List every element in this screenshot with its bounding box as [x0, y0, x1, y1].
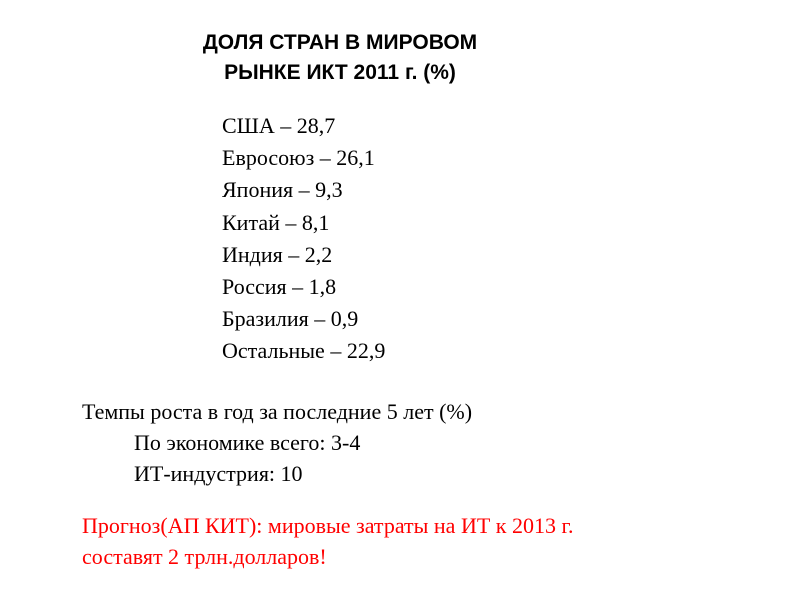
growth-heading: Темпы роста в год за последние 5 лет (%) — [82, 399, 473, 424]
list-item: Индия – 2,2 — [222, 241, 333, 267]
list-item: Остальные – 22,9 — [222, 338, 386, 364]
forecast-line-1: Прогноз(АП КИТ): мировые затраты на ИТ к 2013 г. — [82, 513, 574, 538]
list-item: Евросоюз – 26,1 — [222, 145, 375, 171]
title-line-2: РЫНКЕ ИКТ 2011 г. (%) — [224, 61, 456, 84]
list-item: Россия – 1,8 — [222, 274, 337, 300]
list-item: Бразилия – 0,9 — [222, 306, 359, 332]
list-item: Китай – 8,1 — [222, 209, 330, 235]
forecast-line-2: составят 2 трлн.долларов! — [82, 544, 327, 569]
growth-it-industry: ИТ-индустрия: 10 — [134, 461, 303, 486]
growth-economy: По экономике всего: 3-4 — [134, 430, 361, 455]
title-line-1: ДОЛЯ СТРАН В МИРОВОМ — [202, 31, 478, 54]
list-item: Япония – 9,3 — [222, 177, 343, 203]
growth-section — [82, 396, 472, 489]
slide-title — [140, 28, 540, 88]
list-item: США – 28,7 — [222, 113, 336, 138]
forecast-note — [82, 510, 782, 572]
market-share-list — [222, 110, 385, 368]
